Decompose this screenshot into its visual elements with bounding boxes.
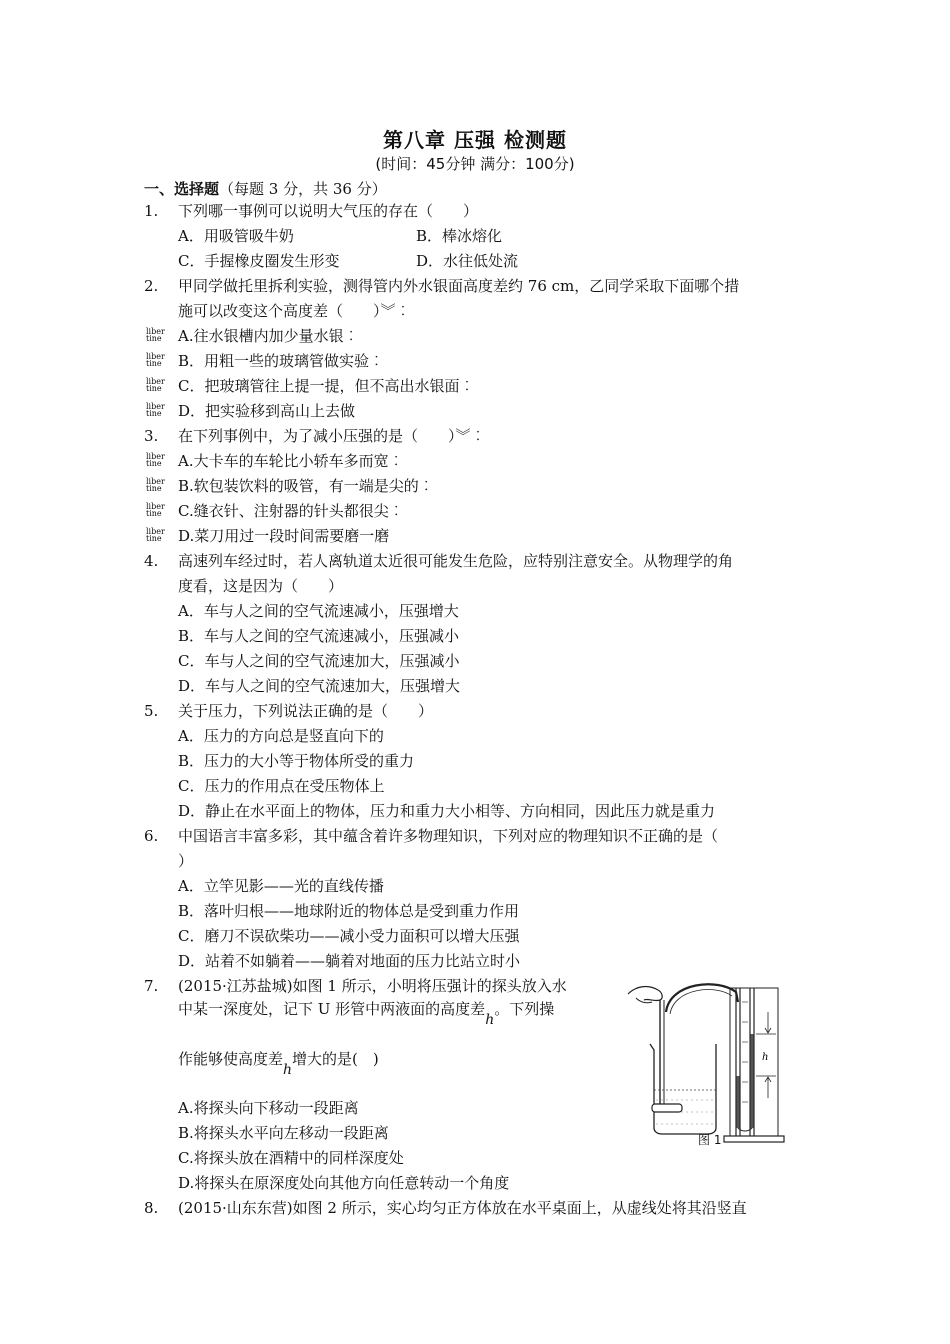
q2-b-marker: liber tine: [146, 352, 165, 368]
q7-option-c: C.将探头放在酒精中的同样深度处: [178, 1149, 404, 1167]
q2-stem-line2: 施可以改变这个高度差（ ）︾︰: [178, 302, 411, 320]
q6-option-d: D．站着不如躺着——躺着对地面的压力比站立时小: [178, 952, 521, 970]
q2-d-marker: liber tine: [146, 402, 165, 418]
q7-stem-line3-part1: 作能够使高度差: [178, 1050, 284, 1068]
q3-option-b: B.软包装饮料的吸管，有一端是尖的︰: [178, 477, 434, 495]
q7-option-b: B.将探头水平向左移动一段距离: [178, 1124, 389, 1142]
q6-number: 6.: [144, 827, 159, 845]
q7-h-var-2: h: [283, 1062, 293, 1078]
q6-option-c: C．磨刀不误砍柴功——减小受力面积可以增大压强: [178, 927, 520, 945]
q4-number: 4.: [144, 552, 159, 570]
q2-option-c: C．把玻璃管往上提一提，但不高出水银面︰: [178, 377, 475, 395]
q3-number: 3.: [144, 427, 159, 445]
q1-option-c: C．手握橡皮圈发生形变: [178, 252, 340, 270]
q3-stem: 在下列事例中，为了减小压强的是（ ）︾︰: [178, 427, 486, 445]
q4-option-d: D．车与人之间的空气流速加大，压强增大: [178, 677, 461, 695]
q4-option-c: C．车与人之间的空气流速加大，压强减小: [178, 652, 460, 670]
q6-option-a: A．立竿见影——光的直线传播: [178, 877, 384, 895]
q4-option-a: A．车与人之间的空气流速减小，压强增大: [178, 602, 459, 620]
q7-stem-line2-part1: 中某一深度处，记下 U 形管中两液面的高度差: [178, 1000, 486, 1018]
q3-option-d: D.菜刀用过一段时间需要磨一磨: [178, 527, 390, 545]
q7-stem-line2: [178, 999, 555, 1028]
q3-d-marker: liber tine: [146, 527, 165, 543]
q2-stem-line1: 甲同学做托里拆利实验，测得管内外水银面高度差约 76 cm，乙同学采取下面哪个措: [178, 277, 740, 295]
q1-option-b: B．棒冰熔化: [416, 227, 503, 245]
section-label: 一、选择题: [144, 180, 220, 198]
q8-stem: (2015·山东东营)如图 2 所示，实心均匀正方体放在水平桌面上，从虚线处将其沿竖直: [178, 1199, 747, 1217]
q2-c-marker: liber tine: [146, 377, 165, 393]
q3-a-marker: liber tine: [146, 452, 165, 468]
page-subtitle: (时间：45分钟 满分：100分): [375, 155, 575, 173]
q7-option-d: D.将探头在原深度处向其他方向任意转动一个角度: [178, 1174, 510, 1192]
q2-a-marker: liber tine: [146, 327, 165, 343]
q3-c-marker: liber tine: [146, 502, 165, 518]
q7-number: 7.: [144, 977, 159, 995]
figure-h-label: h: [762, 1052, 769, 1063]
q1-stem: 下列哪一事例可以说明大气压的存在（ ）: [178, 202, 479, 220]
q6-stem-line2: ）: [178, 852, 194, 870]
q2-option-a: A.往水银槽内加少量水银︰: [178, 327, 359, 345]
q2-option-d: D．把实验移到高山上去做: [178, 402, 356, 420]
q2-number: 2.: [144, 277, 159, 295]
q1-option-d: D．水往低处流: [416, 252, 519, 270]
q5-option-b: B．压力的大小等于物体所受的重力: [178, 752, 415, 770]
q3-b-marker: liber tine: [146, 477, 165, 493]
figure-1-label: 图 1: [698, 1133, 722, 1147]
q7-stem-line2-part2: 。下列操: [494, 1000, 555, 1018]
section-heading: [144, 178, 387, 199]
q7-stem-line3: [178, 1049, 379, 1078]
q4-stem-line2: 度看，这是因为（ ）: [178, 577, 344, 595]
q1-option-a: A．用吸管吸牛奶: [178, 227, 294, 245]
q2-option-b: B．用粗一些的玻璃管做实验︰: [178, 352, 385, 370]
q7-option-a: A.将探头向下移动一段距离: [178, 1099, 359, 1117]
q7-h-var: h: [485, 1012, 495, 1028]
q1-number: 1.: [144, 202, 159, 220]
q7-stem-line1: (2015·江苏盐城)如图 1 所示，小明将压强计的探头放入水: [178, 977, 567, 995]
pressure-gauge-figure: [618, 972, 786, 1148]
q4-option-b: B．车与人之间的空气流速减小，压强减小: [178, 627, 460, 645]
q3-option-a: A.大卡车的车轮比小轿车多而宽︰: [178, 452, 404, 470]
q6-option-b: B．落叶归根——地球附近的物体总是受到重力作用: [178, 902, 520, 920]
q8-number: 8.: [144, 1199, 159, 1217]
q5-option-c: C．压力的作用点在受压物体上: [178, 777, 385, 795]
q6-stem-line1: 中国语言丰富多彩，其中蕴含着许多物理知识，下列对应的物理知识不正确的是（: [178, 827, 719, 845]
section-note: （每题 3 分，共 36 分）: [219, 180, 387, 198]
q5-option-d: D．静止在水平面上的物体，压力和重力大小相等、方向相同，因此压力就是重力: [178, 802, 716, 820]
q3-option-c: C.缝衣针、注射器的针头都很尖︰: [178, 502, 404, 520]
q7-stem-line3-part2: 增大的是( ): [292, 1050, 379, 1068]
page-title: 第八章 压强 检测题: [383, 128, 567, 152]
q5-option-a: A．压力的方向总是竖直向下的: [178, 727, 384, 745]
q5-stem: 关于压力，下列说法正确的是（ ）: [178, 702, 434, 720]
q5-number: 5.: [144, 702, 159, 720]
q4-stem-line1: 高速列车经过时，若人离轨道太近很可能发生危险，应特别注意安全。从物理学的角: [178, 552, 734, 570]
